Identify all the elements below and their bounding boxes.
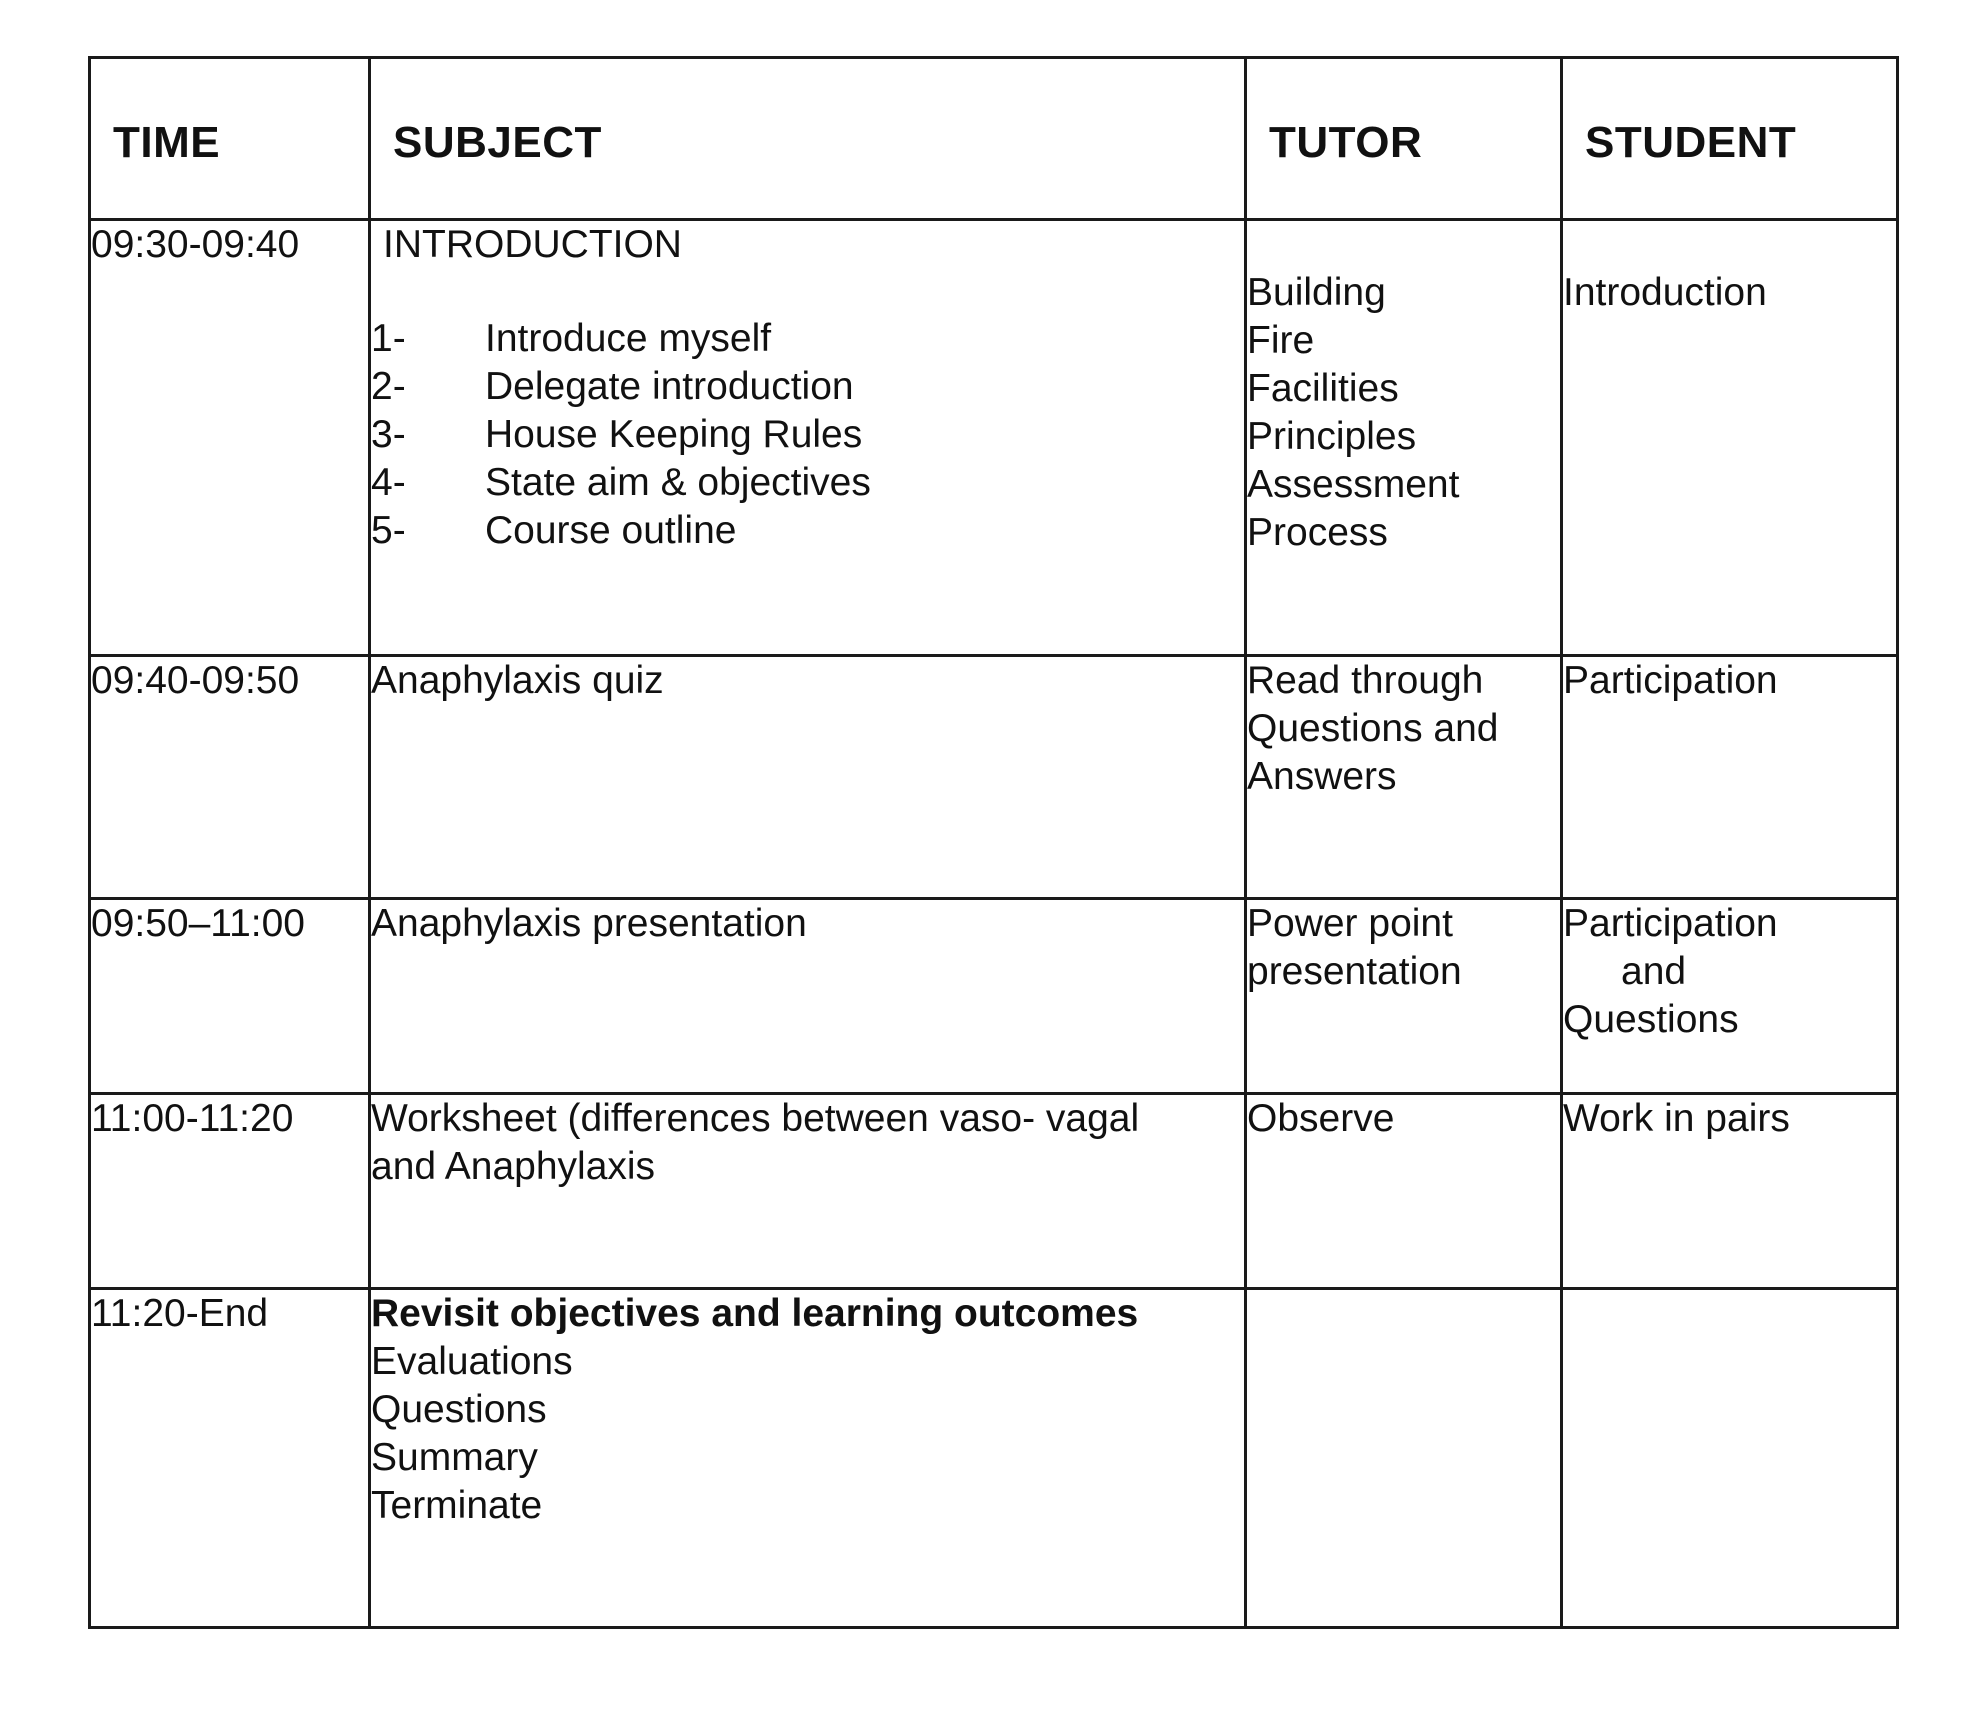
subject-line: Anaphylaxis presentation xyxy=(371,902,807,945)
time-cell xyxy=(90,899,370,1094)
subject-line: Anaphylaxis quiz xyxy=(371,659,664,702)
list-item xyxy=(371,411,1244,459)
table-row xyxy=(90,656,1898,899)
student-line: Questions xyxy=(1563,998,1739,1041)
tutor-line: Answers xyxy=(1247,755,1397,798)
table-row xyxy=(90,1289,1898,1628)
header-tutor: TUTOR xyxy=(1269,118,1423,167)
table-row xyxy=(90,220,1898,656)
tutor-cell xyxy=(1246,899,1562,1094)
time-cell xyxy=(90,656,370,899)
list-item-number: 5- xyxy=(371,509,406,552)
header-tutor-cell xyxy=(1246,58,1562,220)
list-item-label: Introduce myself xyxy=(485,317,772,360)
time-value: 09:50–11:00 xyxy=(91,902,305,945)
tutor-line: Assessment xyxy=(1247,463,1460,506)
list-item-number: 2- xyxy=(371,365,406,408)
student-cell xyxy=(1562,1289,1898,1628)
tutor-line: Fire xyxy=(1247,319,1315,362)
header-student-cell xyxy=(1562,58,1898,220)
student-cell xyxy=(1562,1094,1898,1289)
header-student: STUDENT xyxy=(1585,118,1797,167)
list-item-label: Delegate introduction xyxy=(485,365,854,408)
student-cell xyxy=(1562,899,1898,1094)
time-value: 11:20-End xyxy=(91,1292,269,1335)
student-line: Introduction xyxy=(1563,271,1767,314)
student-line: Work in pairs xyxy=(1563,1097,1790,1140)
header-subject: SUBJECT xyxy=(393,118,602,167)
student-line: Participation xyxy=(1563,902,1778,945)
subject-line: Questions xyxy=(371,1388,547,1431)
student-line: Participation xyxy=(1563,659,1778,702)
student-cell xyxy=(1562,656,1898,899)
time-value: 09:40-09:50 xyxy=(91,659,300,702)
table-row xyxy=(90,899,1898,1094)
tutor-line: Facilities xyxy=(1247,367,1399,410)
subject-cell xyxy=(370,1289,1246,1628)
time-cell xyxy=(90,1094,370,1289)
list-item-label: House Keeping Rules xyxy=(485,413,863,456)
student-cell xyxy=(1562,220,1898,656)
tutor-lines xyxy=(1247,221,1560,557)
tutor-cell xyxy=(1246,220,1562,656)
subject-line: Worksheet (differences between vaso- vagal xyxy=(371,1097,1140,1140)
subject-line: Summary xyxy=(371,1436,538,1479)
subject-line: Evaluations xyxy=(371,1340,573,1383)
list-item xyxy=(371,363,1244,411)
list-item-label: Course outline xyxy=(485,509,737,552)
list-item xyxy=(371,315,1244,363)
subject-bold-line: Revisit objectives and learning outcomes xyxy=(371,1292,1139,1335)
time-value: 09:30-09:40 xyxy=(91,223,300,266)
time-cell xyxy=(90,220,370,656)
list-item-number: 1- xyxy=(371,317,406,360)
tutor-line: presentation xyxy=(1247,950,1462,993)
tutor-line: Process xyxy=(1247,511,1388,554)
student-line: and xyxy=(1621,950,1687,993)
tutor-line: Power point xyxy=(1247,902,1453,945)
lesson-plan-table xyxy=(88,56,1899,1629)
time-cell xyxy=(90,1289,370,1628)
list-item xyxy=(371,459,1244,507)
list-item-number: 3- xyxy=(371,413,406,456)
header-time: TIME xyxy=(113,118,221,167)
tutor-line: Questions and xyxy=(1247,707,1499,750)
subject-line: Terminate xyxy=(371,1484,543,1527)
tutor-line: Read through xyxy=(1247,659,1484,702)
subject-line: and Anaphylaxis xyxy=(371,1145,656,1188)
tutor-line: Principles xyxy=(1247,415,1417,458)
subject-cell xyxy=(370,1094,1246,1289)
table-header-row xyxy=(90,58,1898,220)
tutor-cell xyxy=(1246,1094,1562,1289)
list-item xyxy=(371,507,1244,555)
subject-cell xyxy=(370,656,1246,899)
student-lines xyxy=(1563,221,1896,317)
tutor-line: Observe xyxy=(1247,1097,1395,1140)
tutor-line: Building xyxy=(1247,271,1386,314)
header-time-cell xyxy=(90,58,370,220)
list-item-number: 4- xyxy=(371,461,406,504)
header-subject-cell xyxy=(370,58,1246,220)
subject-cell xyxy=(370,899,1246,1094)
subject-cell xyxy=(370,220,1246,656)
time-value: 11:00-11:20 xyxy=(91,1097,294,1140)
tutor-cell xyxy=(1246,656,1562,899)
table-row xyxy=(90,1094,1898,1289)
tutor-cell xyxy=(1246,1289,1562,1628)
intro-title: INTRODUCTION xyxy=(383,223,682,266)
list-item-label: State aim & objectives xyxy=(485,461,871,504)
